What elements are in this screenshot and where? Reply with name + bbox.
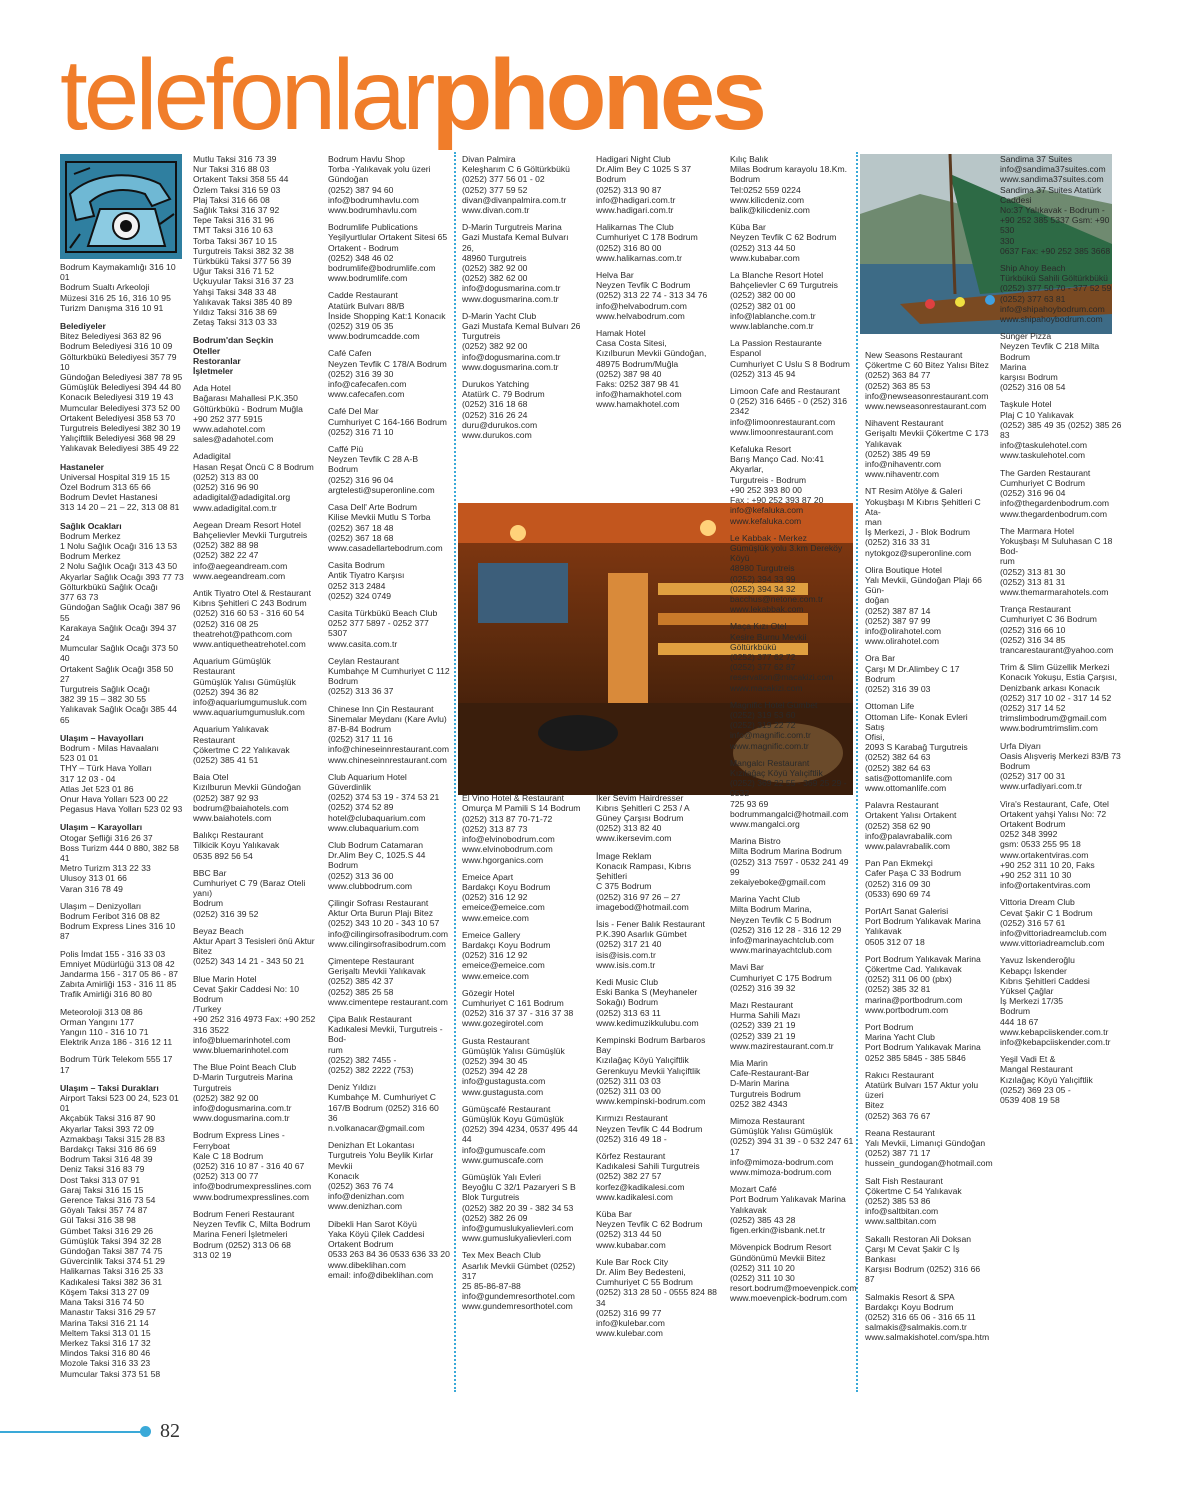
entry-text: Mövenpick Bodrum Resort Gündönümü Mevkii Bitez (0252) 311 10 20 (0252) 311 10 30 resort.bodrum@moevenpick.com www.moevenpick-bodrum.com <box>730 1242 857 1304</box>
entry-text: Club Bodrum Catamaran Dr.Alim Bey C, 1025.S 44 Bodrum (0252) 313 36 00 www.clubbodrum.com <box>328 839 426 891</box>
directory-entry <box>730 1242 857 1304</box>
entry-text: Limoon Cafe and Restaurant 0 (252) 316 6465 - 0 (252) 316 2342 info@limoonrestaurant.com www.limoonrestaurant.com <box>730 386 848 437</box>
entry-text: Vira's Restaurant, Cafe, Otel Ortakent yahşi Yalısı No: 72 Ortakent Bodrum 0252 348 3992 gsm: 0533 255 95 18 www.ortakentviras.com +90 252 311 10 20, Faks +90 252 311 10 30 info@ortakentviras.com <box>1000 798 1109 891</box>
directory-entry <box>328 772 450 833</box>
listing-column-3 <box>328 154 450 1287</box>
directory-entry <box>596 1113 718 1144</box>
section-heading: Ulaşım – Havayolları <box>60 732 144 743</box>
entry-text: Caffé Più Neyzen Tevfik C 28 A-B Bodrum (0252) 316 96 04 argtelesti@superonline.com <box>328 444 435 495</box>
directory-entry <box>730 533 854 615</box>
entry-text: Olira Boutique Hotel Yalı Mevkii, Gündoğan Plajı 66 Gün- doğan (0252) 387 87 14 (0252) 387 97 99 info@olirahotel.com www.olirahotel.com <box>865 564 982 647</box>
entry-text: Port Bodrum Marina Yacht Club Port Bodrum Yalıkavak Marina 0252 385 5845 - 385 5846 <box>865 1021 981 1063</box>
directory-entry <box>865 1292 989 1343</box>
entry-text: Maça Kızı Otel Kesire Burnu Mevkii Göltürkbükü (0252) 377 62 72 (0252) 377 62 87 reservation@macakizi.com www.macakizi.com <box>730 621 834 693</box>
directory-entry <box>1000 604 1124 655</box>
entry-text: La Passion Restaurante Espanol Cumhuriyet C Uslu S 8 Bodrum (0252) 313 45 94 <box>730 338 850 379</box>
entry-text: Otogar Şefliği 316 26 37 Boss Turizm 444 0 880, 382 58 41 Metro Turizm 313 22 33 Ulusoy 313 01 66 Varan 316 78 49 <box>60 832 179 894</box>
entry-text: Palavra Restaurant Ortakent Yalısı Ortakent (0252) 358 62 90 info@palavrabalik.com www.palavrabalik.com <box>865 800 957 851</box>
listing-column-2 <box>193 154 319 1267</box>
entry-text: Çilingir Sofrası Restaurant Aktur Orta Burun Plajı Bitez (0252) 343 10 20 - 343 10 57 info@cilingirsofrasibodrum.com www.cilingirsofrasibodrum.com <box>328 898 449 949</box>
directory-entry <box>1000 1054 1124 1105</box>
directory-entry <box>328 898 450 949</box>
entry-text: Bodrum Express Lines - Ferryboat Kale C 18 Bodrum (0252) 316 10 87 - 316 40 67 (0252) 313 00 77 info@bodrumexpresslines.com www.bodrumexpresslines.com <box>193 1130 312 1202</box>
listing-column-8 <box>1000 154 1124 1112</box>
entry-text: Casita Türkbükü Beach Club 0252 377 5897 - 0252 377 5307 www.casita.com.tr <box>328 607 438 649</box>
directory-entry <box>1000 799 1124 891</box>
directory-entry <box>462 793 582 864</box>
directory-entry <box>462 154 582 215</box>
directory-entry <box>1000 741 1124 792</box>
directory-entry <box>328 956 450 1007</box>
entry-text: Beyaz Beach Aktur Apart 3 Tesisleri önü Aktur Bitez (0252) 343 14 21 - 343 50 21 <box>193 925 315 967</box>
entry-text: Ora Bar Çarşı M Dr.Alimbey C 17 Bodrum (0252) 316 39 03 <box>865 653 960 695</box>
entry-text: Le Kabbak - Merkez Gümüşlük yolu 3.km Dereköy Köyü 48980 Turgutreis (0252) 394 33 99 (0252) 394 34 32 bacchus@netone.com.tr www.lekabbak.com <box>730 532 843 615</box>
directory-entry <box>730 1184 854 1235</box>
directory-entry <box>865 565 989 647</box>
directory-entry <box>60 321 184 454</box>
entry-text: Ulaşım – Denizyolları Bodrum Feribot 316 08 82 Bodrum Express Lines 316 10 87 <box>60 900 176 942</box>
entry-text: Aquarium Gümüşlük Restaurant Gümüşlük Yalısı Gümüşlük (0252) 394 36 82 info@aquariumgumusluk.com www.aquariumgumusluk.com <box>193 656 307 718</box>
directory-entry <box>865 1234 989 1285</box>
directory-entry <box>730 222 854 263</box>
entry-text: Durukos Yatching Atatürk C. 79 Bodrum (0252) 316 18 68 (0252) 316 26 24 duru@durukos.com www.durukos.com <box>462 379 545 441</box>
entry-text: Taşkule Hotel Plaj C 10 Yalıkavak (0252) 385 49 35 (0252) 385 26 83 info@taskulehotel.com www.taskulehotel.com <box>1000 399 1122 461</box>
directory-entry <box>193 656 319 717</box>
directory-entry <box>865 800 989 851</box>
entry-text: Ceylan Restaurant Kumbahçe M Cumhuriyet C 112 Bodrum (0252) 313 36 37 <box>328 655 450 697</box>
entry-text: The Blue Point Beach Club D-Marin Turgutreis Marina Turgutreis (0252) 382 92 00 info@dogusmarina.com.tr www.dogusmarina.com.tr <box>193 1062 297 1124</box>
directory-entry <box>730 154 854 215</box>
directory-entry <box>865 1176 989 1227</box>
directory-entry <box>193 772 319 823</box>
directory-entry <box>462 379 582 440</box>
section-heading: Hastaneler <box>60 461 104 472</box>
directory-entry <box>328 560 450 601</box>
entry-text: Ottoman Life Ottoman Life- Konak Evleri Satış Ofisi, 2093 S Karabağ Turgutreis (0252) 382 64 63 (0252) 382 64 63 satis@ottomanlife.com www.ottomanlife.com <box>865 701 968 793</box>
entry-text: Sakallı Restoran Ali Doksan Çarşı M Cevat Şakir C İş Bankası Karşısı Bodrum (0252) 316 66 87 <box>865 1233 981 1285</box>
directory-entry <box>865 906 989 947</box>
entry-text: Trim & Slim Güzellik Merkezi Konacık Yokuşu, Estia Çarşısı, Denizbank arkası Konacık (0252) 317 10 02 - 317 14 52 (0252) 317 14 52 trimslimbodrum@gmail.com www.bodrumtrimslim.com <box>1000 662 1118 734</box>
entry-text: Urfa Diyarı Oasis Alışveriş Merkezi 83/B 73 Bodrum (0252) 317 00 31 www.urfadiyari.com.tr <box>1000 740 1121 792</box>
entry-text: Antik Tiyatro Otel & Restaurant Kıbrıs Şehitleri C 243 Bodrum (0252) 316 60 53 - 316 60 54 (0252) 316 08 25 theatrehot@pathcom.com www.antiquetheatrehotel.com <box>193 587 311 649</box>
directory-entry <box>596 1151 718 1202</box>
directory-entry <box>730 386 854 437</box>
directory-entry <box>865 350 989 411</box>
directory-entry <box>1000 526 1124 597</box>
directory-entry <box>462 930 582 981</box>
entry-text: Reana Restaurant Yalı Mevkii, Limanıçi Gündoğan (0252) 387 71 17 hussein_gundogan@hotmail.com <box>865 1127 993 1169</box>
entry-text: Balıkçı Restaurant Tilkicik Koyu Yalıkavak 0535 892 56 54 <box>193 830 280 861</box>
column-divider-left <box>454 152 456 1392</box>
entry-text: Mutlu Taksi 316 73 39 Nur Taksi 316 88 03 Ortakent Taksi 358 55 44 Özlem Taksi 316 59 03 Plaj Taksi 316 66 08 Sağlık Taksi 316 37 92 Tepe Taksi 316 31 96 TMT Taksi 316 10 63 Torba Taksi 367 10 15 Turgutreis Taksi 382 32 38 Türkbükü Taksi 377 56 39 Uğur Taksi 316 71 52 Uçkuyular Taksi 316 37 23 Yahşi Taksi 348 33 48 Yalıkavak Taksi 385 40 89 Yıldız Taksi 316 38 69 Zetaş Taksi 313 03 33 <box>193 154 294 328</box>
directory-entry <box>596 154 718 215</box>
directory-entry <box>193 154 319 327</box>
entry-text: Emeice Apart Bardakçı Koyu Bodrum (0252) 316 12 92 emeice@emeice.com www.emeice.com <box>462 871 551 923</box>
entry-text: Chinese Inn Çin Restaurant Sinemalar Meydanı (Kare Avlu) 87-B-84 Bodrum (0252) 317 11 16 info@chineseinnrestaurant.com www.chineseinnrestaurant.com <box>328 703 449 765</box>
entry-text: Denizhan Et Lokantası Turgutreis Yolu Beylik Kırlar Mevkii Konacık (0252) 363 76 74 info@denizhan.com www.denizhan.com <box>328 1140 434 1212</box>
directory-entry <box>1000 263 1124 324</box>
entry-text: El Vino Hotel & Restaurant Omurça M Pamili S 14 Bodrum (0252) 313 87 70-71-72 (0252) 313 87 73 info@elvinobodrum.com www.elvinobodrum.com www.hgorganics.com <box>462 793 581 865</box>
entry-text: Bodrum Türk Telekom 555 17 17 <box>60 1054 173 1075</box>
directory-entry <box>462 1172 582 1243</box>
directory-entry <box>60 462 184 513</box>
entry-text: Adadigital Hasan Reşat Öncü C 8 Bodrum (0252) 313 83 00 (0252) 316 96 90 adadigital@adadigital.org www.adadigital.com.tr <box>193 451 314 513</box>
entry-text: Kefaluka Resort Barış Manço Cad. No:41 Akyarlar, Turgutreis - Bodrum +90 252 393 80 00 Fax : +90 252 393 87 20 info@kefaluka.com www.kefaluka.com <box>730 444 825 526</box>
entry-text: PortArt Sanat Galerisi Port Bodrum Yalıkavak Marina Yalıkavak 0505 312 07 18 <box>865 905 981 947</box>
directory-entry <box>328 656 450 697</box>
directory-entry <box>193 830 319 861</box>
directory-entry <box>328 348 450 399</box>
directory-entry <box>596 793 718 844</box>
entry-text: İsis - Fener Balık Restaurant P.K.390 Asarlık Gümbet (0252) 317 21 40 isis@isis.com.tr www.isis.com.tr <box>596 918 705 970</box>
directory-entry <box>1000 662 1124 733</box>
directory-entry <box>193 451 319 512</box>
directory-entry <box>60 1054 184 1074</box>
title-turkish: telefonlar <box>60 39 432 151</box>
directory-entry <box>328 1219 450 1280</box>
entry-text: Casita Bodrum Antik Tiyatro Karşısı 0252 313 2484 (0252) 324 0749 <box>328 560 405 601</box>
directory-entry <box>328 502 450 553</box>
directory-entry <box>462 1250 582 1311</box>
entry-text: Ada Hotel Bağarası Mahallesi P.K.350 Göltürkbükü - Bodrum Muğla +90 252 377 5915 www.adahotel.com sales@adahotel.com <box>193 383 303 445</box>
entry-text: Gözegir Hotel Cumhuriyet C 161 Bodrum (0252) 316 37 37 - 316 37 38 www.gozegirotel.com <box>462 987 574 1029</box>
directory-entry <box>60 1007 184 1048</box>
entry-text: Marina Bistro Milta Bodrum Marina Bodrum (0252) 313 7597 - 0532 241 49 99 zekaiyeboke@gmail.com <box>730 836 849 887</box>
directory-entry <box>865 701 989 793</box>
directory-entry <box>865 954 989 1015</box>
directory-entry <box>865 653 989 694</box>
listing-column-5 <box>596 154 718 1345</box>
entry-text: NT Resim Atölye & Galeri Yokuşbaşı M Kıbrıs Şehitleri C Ata- man İş Merkezi, J - Blok Bodrum (0252) 316 33 31 nytokgoz@superonline.com <box>865 486 981 558</box>
entry-text: Bitez Belediyesi 363 82 96 Bodrum Belediyesi 316 10 09 Gölturkbükü Belediyesi 357 79 10 Gündoğan Belediyesi 387 78 95 Gümüşlük Belediyesi 394 44 80 Konacık Belediyesi 319 19 43 Mumcular Belediyesi 373 52 00 Ortakent Belediyesi 358 53 70 Turgutreis Belediyesi 382 30 19 Yalıçiftlik Belediyesi 368 98 29 Yalıkavak Belediyesi 385 49 22 <box>60 331 183 454</box>
directory-entry <box>328 704 450 765</box>
section-heading: Belediyeler <box>60 321 106 332</box>
directory-entry <box>328 406 450 437</box>
directory-entry <box>1000 955 1124 1047</box>
directory-entry <box>60 1083 184 1379</box>
directory-entry <box>730 1058 854 1109</box>
directory-entry <box>1000 154 1124 256</box>
directory-entry <box>730 836 854 887</box>
directory-entry <box>328 608 450 649</box>
directory-entry <box>60 733 184 815</box>
entry-text: Küba Bar Neyzen Tevfik C 62 Bodrum (0252) 313 44 50 www.kubabar.com <box>730 222 837 263</box>
entry-text: Universal Hospital 319 15 15 Özel Bodrum 313 65 66 Bodrum Devlet Hastanesi 313 14 20 – 21 – 22, 313 08 81 <box>60 471 180 513</box>
entry-text: Bodrum - Milas Havaalanı 523 01 01 THY – Türk Hava Yolları 317 12 03 - 04 Atlas Jet 523 01 86 Onur Hava Yolları 523 00 22 Pegasus Hava Yolları 523 02 93 <box>60 742 183 815</box>
directory-entry <box>193 588 319 649</box>
entry-text: Magnific Hotel Gümbet (0252) 319 53 60 (0252) 319 22 72 info@magnific.com.tr www.magnific.com.tr <box>730 699 818 751</box>
directory-entry <box>596 919 718 970</box>
entry-text: Hamak Hotel Casa Costa Sitesi, Kızılburun Mevkii Gündoğan, 48975 Bodrum/Muğla (0252) 387 98 40 Faks: 0252 387 98 41 info@hamakhotel.com www.hamakhotel.com <box>596 328 707 410</box>
directory-entry <box>730 758 854 829</box>
entry-text: Trança Restaurant Cumhuriyet C 36 Bodrum (0252) 316 66 10 (0252) 316 34 85 trancarestaurant@yahoo.com <box>1000 604 1114 655</box>
directory-entry <box>193 335 319 376</box>
directory-entry <box>1000 331 1124 392</box>
entry-text: Kule Bar Rock City Dr. Alim Bey Bedesteni, Cumhuriyet C 55 Bodrum (0252) 313 28 50 - 0555 824 88 34 (0252) 316 99 77 info@kulebar.com www.kulebar.com <box>596 1256 717 1339</box>
directory-entry <box>730 894 854 955</box>
directory-entry <box>462 872 582 923</box>
entry-text: Marina Yacht Club Milta Bodrum Marina, Neyzen Tevfik C 5 Bodrum (0252) 316 12 28 - 316 12 29 info@marinayachtclub.com www.marinayachtclub.com <box>730 894 842 956</box>
entry-text: Club Aquarium Hotel Güverdinlik (0252) 374 53 19 - 374 53 21 (0252) 374 52 89 hotel@clubaquarium.com www.clubaquarium.com <box>328 771 440 833</box>
directory-entry <box>328 290 450 341</box>
page-title <box>60 40 763 150</box>
entry-text: D-Marin Yacht Club Gazi Mustafa Kemal Bulvarı 26 Turgutreis (0252) 382 92 00 info@dogusmarina.com.tr www.dogusmarina.com.tr <box>462 310 581 372</box>
directory-entry <box>60 901 184 942</box>
directory-entry <box>328 1140 450 1211</box>
entry-text: BBC Bar Cumhuriyet C 79 (Baraz Oteli yanı) Bodrum (0252) 316 39 52 <box>193 867 306 919</box>
directory-entry <box>730 962 854 993</box>
directory-entry <box>193 1062 319 1123</box>
directory-entry <box>596 1209 718 1250</box>
page-number: 82 <box>160 1420 180 1442</box>
directory-entry <box>60 822 184 893</box>
directory-entry <box>730 621 854 692</box>
directory-entry <box>596 977 718 1028</box>
directory-entry <box>462 988 582 1029</box>
directory-entry <box>193 868 319 919</box>
entry-text: Kılıç Balık Milas Bodrum karayolu 18.Km. Bodrum Tel:0252 559 0224 www.kilicdeniz.com balik@kilicdeniz.com <box>730 154 848 216</box>
entry-text: Tex Mex Beach Club Asarlık Mevkii Gümbet (0252) 317 25 85-86-87-88 info@gundemresorthotel.com www.gundemresorthotel.com <box>462 1250 576 1312</box>
directory-entry <box>1000 399 1124 460</box>
title-english: phones <box>431 39 763 151</box>
directory-entry <box>730 270 854 331</box>
directory-entry <box>596 222 718 263</box>
entry-text: La Blanche Resort Hotel Bahçelievler C 69 Turgutreis (0252) 382 00 00 (0252) 382 01 00 info@lablanche.com.tr www.lablanche.com.tr <box>730 270 838 332</box>
section-heading: Sağlık Ocakları <box>60 520 122 531</box>
entry-text: Divan Palmira Keleşharım C 6 Göltürkbükü (0252) 377 56 01 - 02 (0252) 377 59 52 divan@divanpalmira.com.tr www.divan.com.tr <box>462 154 570 216</box>
directory-entry <box>60 521 184 725</box>
entry-text: Cadde Restaurant Atatürk Bulvarı 88/B İnside Shopping Kat:1 Konacık (0252) 319 05 35 www.bodrumcadde.com <box>328 290 446 342</box>
directory-entry <box>730 700 854 751</box>
directory-entry <box>865 858 989 899</box>
entry-text: Mia Marin Cafe-Restaurant-Bar D-Marin Marina Turgutreis Bodrum 0252 382 4343 <box>730 1058 810 1109</box>
entry-text: Aquarium Yalıkavak Restaurant Çökertme C 22 Yalıkavak (0252) 385 41 51 <box>193 724 290 765</box>
entry-text: Airport Taksi 523 00 24, 523 01 01 Akçabük Taksi 316 87 90 Akyarlar Taksi 393 72 09 Azmakbaşı Taksi 315 28 83 Bardakçı Taksi 316 86 69 Bodrum Taksi 316 48 39 Deniz Taksi 316 83 79 Dost Taksi 313 07 91 Garaj Taksi 316 15 15 Gerence Taksi 316 73 54 Göyalı Taksi 357 74 87 Gül Taksi 316 38 98 Gümbet Taksi 316 29 26 Gümüşlük Taksi 394 32 28 Gündoğan Taksi 387 74 75 Güvercinlik Taksi 374 51 29 Halikarnas Taksi 316 25 33 Kadıkalesi Taksi 382 36 31 Köşem Taksi 313 27 09 Mana Taksi 316 74 50 Manastır Taksi 316 29 57 Marina Taksi 316 21 14 Meltem Taksi 313 01 15 Merkez Taksi 316 17 32 Mindos Taksi 316 80 46 Mozole Taksi 316 33 23 Mumcular Taksi 373 51 58 <box>60 1093 179 1379</box>
entry-text: Meteoroloji 313 08 86 Orman Yangını 177 Yangın 110 - 316 10 71 Elektrik Arıza 186 - 316 12 11 <box>60 1006 173 1048</box>
entry-text: The Garden Restaurant Cumhuriyet C Bodrum (0252) 316 96 04 info@thegardenbodrum.com www.thegardenbodrum.com <box>1000 467 1110 519</box>
directory-entry <box>193 724 319 765</box>
entry-text: Mozart Café Port Bodrum Yalıkavak Marina Yalıkavak (0252) 385 43 28 figen.erkin@isbank.net.tr <box>730 1184 846 1236</box>
directory-entry <box>865 486 989 557</box>
entry-text: Gümüşcafé Restaurant Gümüşlük Koyu Gümüşlük (0252) 394 4234, 0537 495 44 44 info@gumuscafe.com www.gumuscafe.com <box>462 1103 578 1165</box>
directory-entry <box>60 949 184 1000</box>
entry-text: Baia Otel Kızılburun Mevkii Gündoğan (0252) 387 92 93 bodrum@baiahotels.com www.baiahotels.com <box>193 772 301 823</box>
directory-entry <box>730 1000 854 1051</box>
directory-entry <box>1000 468 1124 519</box>
directory-entry <box>60 262 184 313</box>
entry-text: Aegean Dream Resort Hotel Bahçelievler Mevkii Turgutreis (0252) 382 88 98 (0252) 382 22 47 info@aegeandream.com www.aegeandream.com <box>193 519 308 581</box>
entry-text: Emeice Gallery Bardakçı Koyu Bodrum (0252) 316 12 92 emeice@emeice.com www.emeice.com <box>462 929 551 981</box>
entry-text: Sandima 37 Suites info@sandima37suites.com www.sandima37suites.com Sandima 37 Suites Atatürk Caddesi No:37 Yalıkavak - Bodrum - +90 252 385 5337 Gsm: +90 530 330 0637 Fax: +90 252 385 3668 <box>1000 154 1111 256</box>
entry-text: The Marmara Hotel Yokuşbaşı M Suluhasan C 18 Bod- rum (0252) 313 81 30 (0252) 313 81 31 www.themarmarahotels.com <box>1000 525 1113 597</box>
directory-entry <box>596 328 718 410</box>
directory-entry <box>328 222 450 283</box>
directory-entry <box>730 338 854 379</box>
directory-entry <box>328 1014 450 1075</box>
directory-entry <box>462 1036 582 1097</box>
entry-text: Halikarnas The Club Cumhuriyet C 178 Bodrum (0252) 316 80 00 www.halikarnas.com.tr <box>596 222 698 263</box>
directory-entry <box>1000 897 1124 948</box>
directory-entry <box>462 222 582 304</box>
directory-entry <box>730 444 854 526</box>
entry-text: Körfez Restaurant Kadıkalesi Sahili Turgutreis (0252) 382 27 57 korfez@kadikalesi.com www.kadikalesi.com <box>596 1150 700 1202</box>
column-divider-right <box>856 152 858 1392</box>
entry-text: İmage Reklam Konacık Rampası, Kıbrıs Şehitleri C 375 Bodrum (0252) 316 97 26 – 27 imagebod@hotmail.com <box>596 850 692 912</box>
entry-text: Polis İmdat 155 - 316 33 03 Emniyet Müdürlüğü 313 08 42 Jandarma 156 - 317 05 86 - 87 Zabıta Amirliği 153 - 316 11 85 Trafik Amirliği 316 80 80 <box>60 948 179 1000</box>
entry-text: Café Del Mar Cumhuriyet C 164-166 Bodrum (0252) 316 71 10 <box>328 406 447 437</box>
directory-entry <box>328 154 450 215</box>
directory-entry <box>193 926 319 967</box>
directory-entry <box>193 520 319 581</box>
entry-text: Gümüşlük Yalı Evleri Beyoğlu C 32/1 Pazaryeri S B Blok Turgutreis (0252) 382 20 39 - 382 34 53 (0252) 382 26 09 info@gumuslukyalievleri.com www.gumuslukyalievleri.com <box>462 1171 576 1244</box>
entry-text: Küba Bar Neyzen Tevfik C 62 Bodrum (0252) 313 44 50 www.kubabar.com <box>596 1208 703 1250</box>
entry-text: Bodrum Feneri Restaurant Neyzen Tevfik C, Milta Bodrum Marina Feneri İşletmeleri Bodrum (0252) 313 06 68 313 02 19 <box>193 1208 311 1260</box>
directory-entry <box>193 974 319 1056</box>
directory-entry <box>596 1035 718 1106</box>
directory-entry <box>596 1257 718 1339</box>
entry-text: Kempinski Bodrum Barbaros Bay Kızılağaç Köyü Yalıçiftlik Gerenkuyu Mevkii Yalıçiftlik (0252) 311 03 03 (0252) 311 03 00 www.kempinski-bodrum.com <box>596 1034 706 1107</box>
entry-text: Café Cafen Neyzen Tevfik C 178/A Bodrum (0252) 316 39 30 info@cafecafen.com www.cafecafen.com <box>328 348 447 400</box>
entry-text: Helva Bar Neyzen Tevfik C Bodrum (0252) 313 22 74 - 313 34 76 info@helvabodrum.com www.helvabodrum.com <box>596 270 708 321</box>
directory-entry <box>328 1082 450 1133</box>
entry-text: İker Sevim Hairdresser Kıbrıs Şehitleri C 253 / A Güney Çarşısı Bodrum (0252) 313 82 40 www.ikersevim.com <box>596 792 690 844</box>
entry-text: Dibekli Han Sarot Köyü Yaka Köyü Çilek Caddesi Ortakent Bodrum 0533 263 84 36 0533 636 33 20 www.dibeklihan.com email: info@dibeklihan.com <box>328 1218 450 1280</box>
entry-text: Vittoria Dream Club Cevat Şakir C 1 Bodrum (0252) 316 57 61 info@vittoriadreamclub.com www.vittoriadreamclub.com <box>1000 897 1107 949</box>
directory-entry <box>328 444 450 495</box>
directory-entry <box>865 1070 989 1121</box>
entry-text: Kırmızı Restaurant Neyzen Tevfik C 44 Bodrum (0252) 316 49 18 - <box>596 1113 703 1144</box>
directory-entry <box>596 270 718 321</box>
telephone-illustration <box>60 154 182 259</box>
listing-column-4 <box>462 154 582 1319</box>
entry-text: Rakıcı Restaurant Atatürk Bulvarı 157 Aktur yolu üzeri Bitez (0252) 363 76 67 <box>865 1069 979 1121</box>
listing-column-1 <box>60 262 184 1386</box>
listing-column-7 <box>865 350 993 1350</box>
directory-entry <box>193 383 319 444</box>
directory-entry <box>193 1130 319 1201</box>
entry-text: Çimentepe Restaurant Gerişaltı Mevkii Yalıkavak (0252) 385 42 37 (0252) 385 25 58 www.cimentepe restaurant.com <box>328 956 448 1007</box>
entry-text: Blue Marin Hotel Cevat Şakir Caddesi No: 10 Bodrum /Turkey +90 252 316 4973 Fax: +90 252 316 3522 info@bluemarinhotel.com www.bluemarinhotel.com <box>193 973 316 1056</box>
entry-text: Salmakis Resort & SPA Bardakçı Koyu Bodrum (0252) 316 65 06 - 316 65 11 salmakis@salmakis.com.tr www.salmakishotel.com/spa.htm <box>865 1291 990 1343</box>
entry-text: Mavi Bar Cumhuriyet C 175 Bodrum (0252) 316 39 32 <box>730 962 832 993</box>
directory-entry <box>462 311 582 372</box>
entry-text: Yavuz İskenderoğlu Kebapçı İskender Kıbrıs Şehitleri Caddesi Yüksel Çağlar İş Merkezi 17/35 Bodrum 444 18 67 www.kebapciiskender.com.tr info@kebapciiskender.com.tr <box>1000 955 1111 1048</box>
entry-text: Pan Pan Ekmekçi Cafer Paşa C 33 Bodrum (0252) 316 09 30 (0533) 690 69 74 <box>865 858 962 899</box>
footer-bullet <box>140 1426 151 1437</box>
entry-text: Port Bodrum Yalıkavak Marina Çökertme Cad. Yalıkavak (0252) 311 06 00 (pbx) (0252) 385 32 81 marina@portbodrum.com www.portbodrum.com <box>865 953 981 1015</box>
directory-entry <box>328 840 450 891</box>
entry-text: Mimoza Restaurant Gümüşlük Yalısı Gümüşlük (0252) 394 31 39 - 0 532 247 61 17 info@mimoza-bodrum.com www.mimoza-bodrum.com <box>730 1116 854 1178</box>
entry-text: Deniz Yıldızı Kumbahçe M. Cumhuriyet C 167/B Bodrum (0252) 316 60 36 n.volkanacar@gmail.com <box>328 1082 439 1134</box>
entry-text: Gusta Restaurant Gümüşlük Yalısı Gümüşlük (0252) 394 30 45 (0252) 394 42 28 info@gustagusta.com www.gustagusta.com <box>462 1035 565 1097</box>
directory-entry <box>865 1022 989 1063</box>
directory-entry <box>865 1127 993 1169</box>
entry-text: Bodrum Havlu Shop Torba -Yalıkavak yolu üzeri Gündoğan (0252) 387 94 60 info@bodrumhavlu.com www.bodrumhavlu.com <box>328 154 431 216</box>
entry-text: Casa Dell' Arte Bodrum Kilise Mevkii Mutlu S Torba (0252) 367 18 48 (0252) 367 18 68 www.casadellartebodrum.com <box>328 502 443 553</box>
section-heading: Bodrum'dan Seçkin Oteller Restoranlar İşletmeler <box>193 335 274 377</box>
directory-entry <box>193 1209 319 1260</box>
entry-text: Mangalcı Restaurant Kızılağaç Köyü Yalıçiftlik (0252) 369 22 55 - 369 25 29 - 0532 725 93 69 bodrummangalci@hotmail.com www.mangalci.org <box>730 757 849 829</box>
entry-text: Bodrumlife Publications Yeşilyurtlular Ortakent Sitesi 65 Ortakent - Bodrum (0252) 348 46 02 bodrumlife@bodrumlife.com www.bodrumlife.com <box>328 222 448 284</box>
entry-text: Bodrum Merkez 1 Nolu Sağlık Ocağı 316 13 53 Bodrum Merkez 2 Nolu Sağlık Ocağı 313 43 50 Akyarlar Sağlık Ocağı 393 77 73 Gölturkbükü Sağlık Ocağı 377 63 73 Gündoğan Sağlık Ocağı 387 96 55 Karakaya Sağlık Ocağı 394 37 24 Mumcular Sağlık Ocağı 373 50 40 Ortakent Sağlık Ocağı 358 50 27 Turgutreis Sağlık Ocağı 382 39 15 – 382 30 55 Yalıkavak Sağlık Ocağı 385 44 65 <box>60 530 184 725</box>
entry-text: Ship Ahoy Beach Türkbükü Sahili Göltürkbükü (0252) 377 50 70 - 377 52 59 (0252) 377 63 81 info@shipahoybodrum.com www.shipahoybodrum.com <box>1000 263 1112 325</box>
entry-text: Bodrum Kaymakamlığı 316 10 01 Bodrum Sualtı Arkeoloji Müzesi 316 25 16, 316 10 95 Turizm Danışma 316 10 91 <box>60 262 176 313</box>
entry-text: Çipa Balık Restaurant Kadıkalesi Mevkii, Turgutreis - Bod- rum (0252) 382 7455 - (0252) 382 2222 (753) <box>328 1014 443 1076</box>
entry-text: Salt Fish Restaurant Çökertme C 54 Yalıkavak (0252) 385 53 86 info@saltbitan.com www.saltbitan.com <box>865 1175 962 1227</box>
directory-entry <box>730 1116 854 1177</box>
listing-column-6 <box>730 154 857 1311</box>
directory-entry <box>462 1104 582 1165</box>
entry-text: Kedi Music Club Eski Banka S (Meyhaneler Sokağı) Bodrum (0252) 313 63 11 www.kedimuzikkulubu.com <box>596 976 699 1028</box>
entry-text: New Seasons Restaurant Çökertme C 60 Bitez Yalısı Bitez (0252) 363 84 77 (0252) 363 85 53 info@newseasonrestaurant.com www.newseasonrestaurant.com <box>865 350 989 412</box>
entry-text: Sünger Pizza Neyzen Tevfik C 218 Milta Bodrum Marina karşısı Bodrum (0252) 316 08 54 <box>1000 331 1100 393</box>
footer-rule <box>0 1431 148 1433</box>
entry-text: Yeşil Vadi Et & Mangal Restaurant Kızılağaç Köyü Yalıçiftlik (0252) 369 23 05 - 0539 408 19 58 <box>1000 1054 1093 1106</box>
section-heading: Ulaşım – Karayolları <box>60 822 143 833</box>
directory-entry <box>865 418 989 479</box>
entry-text: Mazı Restaurant Hurma Sahili Mazı (0252) 339 21 19 (0252) 339 21 19 www.mazirestaurant.com.tr <box>730 1000 834 1051</box>
entry-text: Hadigari Night Club Dr.Alim Bey C 1025 S 37 Bodrum (0252) 313 90 87 info@hadigari.com.tr www.hadigari.com.tr <box>596 154 692 216</box>
directory-entry <box>596 851 718 912</box>
section-heading: Ulaşım – Taksi Durakları <box>60 1082 159 1093</box>
entry-text: D-Marin Turgutreis Marina Gazi Mustafa Kemal Bulvarı 26, 48960 Turgutreis (0252) 382 92 00 (0252) 382 62 00 info@dogusmarina.com.tr www.dogusmarina.com.tr <box>462 222 569 304</box>
entry-text: Nihavent Restaurant Gerişaltı Mevkii Çökertme C 173 Yalıkavak (0252) 385 49 59 info@nihaventr.com www.nihaventr.com <box>865 418 989 480</box>
